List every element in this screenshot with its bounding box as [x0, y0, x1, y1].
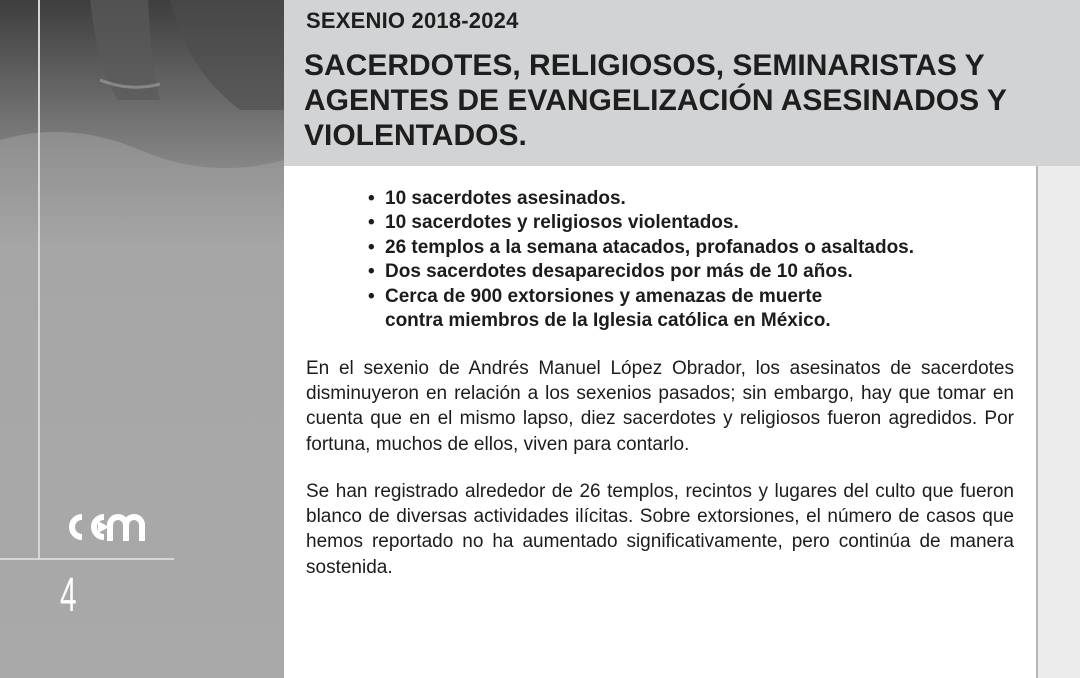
list-item: • 10 sacerdotes asesinados. — [368, 187, 914, 211]
right-margin-bar — [1036, 166, 1080, 678]
section-kicker: SEXENIO 2018-2024 — [306, 8, 519, 33]
sidebar-horizontal-rule — [0, 558, 174, 560]
content-panel — [284, 166, 1036, 678]
page-number: 4 — [60, 569, 77, 622]
page-title: SACERDOTES, RELIGIOSOS, SEMINARISTAS Y AGENTES DE EVANGELIZACIÓN ASESINADOS Y VIOLENTADOS. — [304, 49, 1007, 152]
list-item: • Dos sacerdotes desaparecidos por más de 10 años. — [368, 260, 914, 284]
ccm-logo-icon — [60, 507, 154, 547]
key-facts-list — [368, 187, 914, 333]
list-item: • Cerca de 900 extorsiones y amenazas de muerte contra miembros de la Iglesia católica en México. — [368, 285, 865, 334]
sidebar — [0, 0, 284, 678]
sidebar-background-photo — [0, 0, 284, 250]
list-item: • 26 templos a la semana atacados, profanados o asaltados. — [368, 236, 914, 260]
list-item: • 10 sacerdotes y religiosos violentados. — [368, 211, 914, 235]
sidebar-vertical-rule — [38, 0, 40, 560]
body-paragraph: Se han registrado alrededor de 26 templos, recintos y lugares del culto que fueron blanco de diversas actividades ilícitas. Sobre extorsiones, el número de casos que hemos reportado no ha aumentado significativamente, pero continúa de manera sostenida. — [306, 481, 1014, 578]
header-band — [284, 0, 1080, 166]
body-paragraph: En el sexenio de Andrés Manuel López Obrador, los asesinatos de sacerdotes disminuyeron en relación a los sexenios pasados; sin embargo, hay que tomar en cuenta que en el mismo lapso, diez sacerdotes y religiosos fueron agredidos. Por fortuna, muchos de ellos, viven para contarlo. — [306, 358, 1014, 455]
